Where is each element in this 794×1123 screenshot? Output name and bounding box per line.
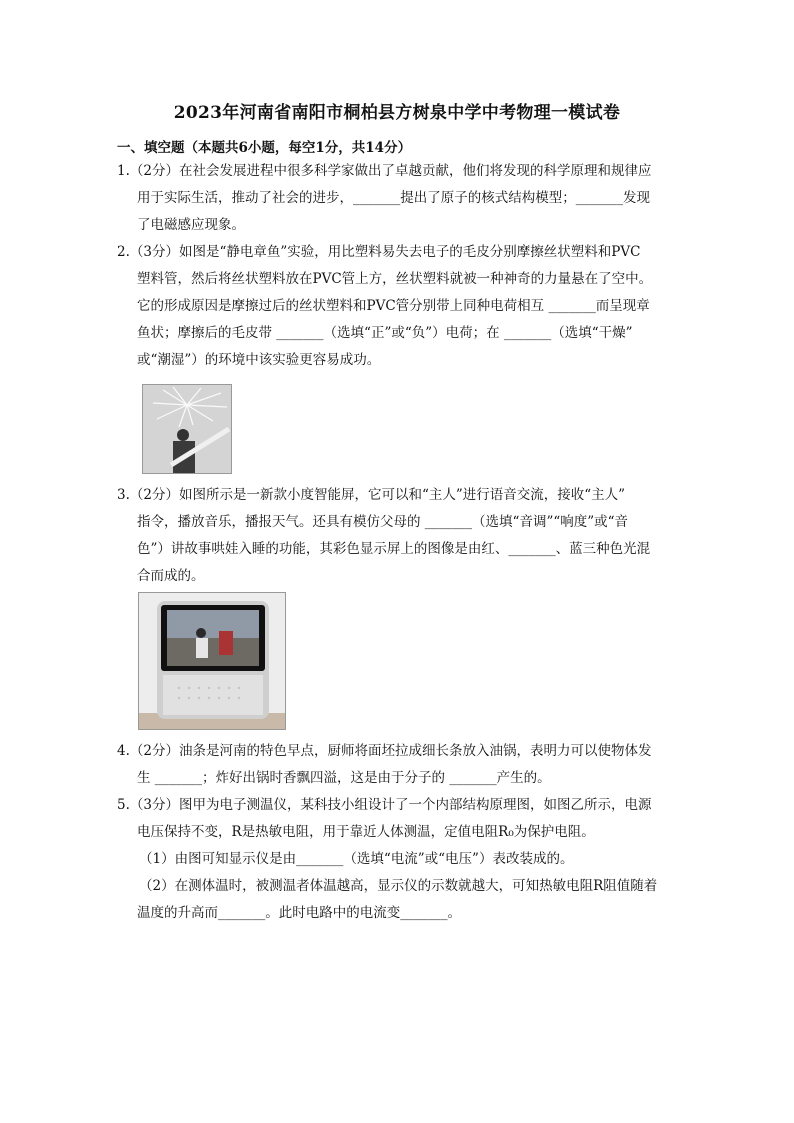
question-5 xyxy=(117,792,687,927)
static-octopus-illustration xyxy=(143,385,231,473)
question-line: 合而成的。 xyxy=(137,568,205,584)
question-line: 电压保持不变，R是热敏电阻，用于靠近人体测温，定值电阻R₀为保护电阻。 xyxy=(137,824,595,840)
question-4 xyxy=(117,738,687,792)
smart-display-photo xyxy=(138,592,286,730)
question-line: 4.（2分）油条是河南的特色早点，厨师将面坯拉成细长条放入油锅，表明力可以使物体发 xyxy=(117,743,652,759)
question-line: 用于实际生活，推动了社会的进步，_______提出了原子的核式结构模型；_______发现 xyxy=(137,190,650,206)
question-line: （1）由图可知显示仪是由_______（选填“电流”或“电压”）表改装成的。 xyxy=(139,851,574,867)
question-line: 塑料管，然后将丝状塑料放在PVC管上方，丝状塑料就被一种神奇的力量悬在了空中。 xyxy=(137,271,653,287)
question-line: 5.（3分）图甲为电子测温仪，某科技小组设计了一个内部结构原理图，如图乙所示，电源 xyxy=(117,797,652,813)
question-line: 色”）讲故事哄娃入睡的功能，其彩色显示屏上的图像是由红、_______、蓝三种色光混 xyxy=(137,541,651,557)
question-line: 温度的升高而_______。此时电路中的电流变_______。 xyxy=(137,905,461,921)
question-line: 1.（2分）在社会发展进程中很多科学家做出了卓越贡献，他们将发现的科学原理和规律应 xyxy=(117,163,652,179)
question-line: 指令，播放音乐，播报天气。还具有模仿父母的 _______（选填“音调”“响度”或“音 xyxy=(137,514,629,530)
page-title: 2023年河南省南阳市桐柏县方树泉中学中考物理一模试卷 xyxy=(173,103,621,123)
static-octopus-photo xyxy=(142,384,232,474)
question-line: 了电磁感应现象。 xyxy=(137,217,245,233)
question-line: 它的形成原因是摩擦过后的丝状塑料和PVC管分别带上同种电荷相互 _______而呈现章 xyxy=(137,298,650,314)
question-1 xyxy=(117,158,687,239)
question-line: 3.（2分）如图所示是一新款小度智能屏，它可以和“主人”进行语音交流，接收“主人” xyxy=(117,487,626,503)
question-line: 或“潮湿”）的环境中该实验更容易成功。 xyxy=(137,352,381,368)
question-line: 2.（3分）如图是“静电章鱼”实验，用比塑料易失去电子的毛皮分别摩擦丝状塑料和PVC xyxy=(117,244,641,260)
smart-display-illustration xyxy=(139,593,285,729)
section-heading: 一、填空题（本题共6小题，每空1分，共14分） xyxy=(117,140,412,156)
question-line: 生 _______；炸好出锅时香飘四溢，这是由于分子的 _______产生的。 xyxy=(137,770,551,786)
question-line: 鱼状；摩擦后的毛皮带 _______（选填“正”或“负”）电荷；在 _______（选填“干燥” xyxy=(137,325,633,341)
question-line: （2）在测体温时，被测温者体温越高，显示仪的示数就越大，可知热敏电阻R阻值随着 xyxy=(139,878,658,894)
question-2 xyxy=(117,239,687,374)
question-3 xyxy=(117,482,687,590)
